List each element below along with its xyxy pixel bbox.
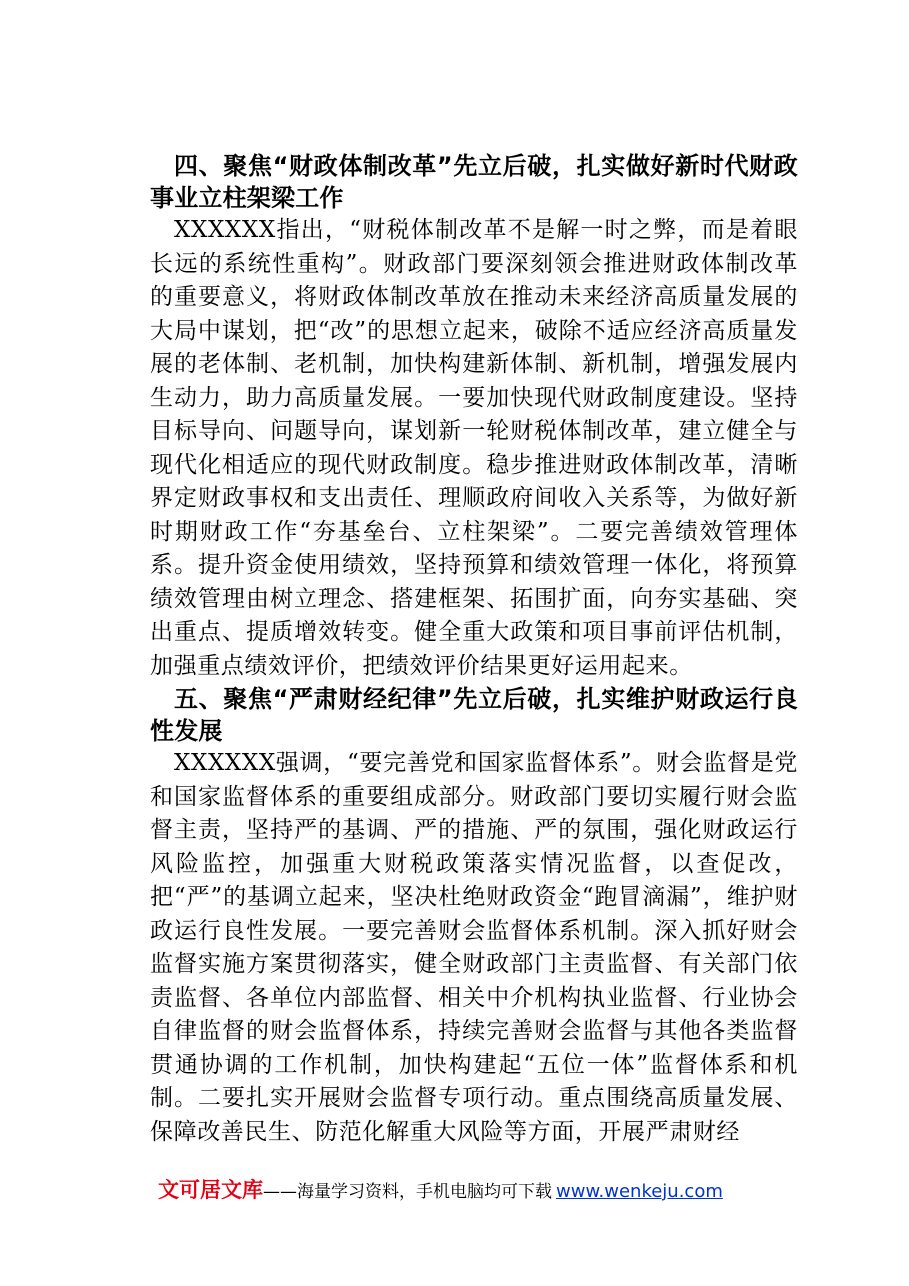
footer-link[interactable]: www.wenkeju.com — [556, 1181, 723, 1202]
footer-brand: 文可居文库 — [158, 1178, 263, 1202]
section-heading: 五、聚焦“严肃财经纪律”先立后破，扎实维护财政运行良性发展 — [150, 685, 798, 745]
footer-tagline: ——海量学习资料，手机电脑均可下载 — [263, 1182, 552, 1202]
section-heading: 四、聚焦“财政体制改革”先立后破，扎实做好新时代财政事业立柱架梁工作 — [150, 152, 798, 212]
document-page — [150, 150, 798, 1149]
section-paragraph: XXXXXX强调，“要完善党和国家监督体系”。财会监督是党和国家监督体系的重要组成部分。财政部门要切实履行财会监督主责，坚持严的基调、严的措施、严的氛围，强化财政运行风险监控，加强重大财税政策落实情况监督，以查促改，把“严”的基调立起来，坚决杜绝财政资金“跑冒滴漏”，维护财政运行良性发展。一要完善财会监督体系机制。深入抓好财会监督实施方案贯彻落实，健全财政部门主责监督、有关部门依责监督、各单位内部监督、相关中介机构执业监督、行业协会自律监督的财会监督体系，持续完善财会监督与其他各类监督贯通协调的工作机制，加快构建起“五位一体”监督体系和机制。二要扎实开展财会监督专项行动。重点围绕高质量发展、保障改善民生、防范化解重大风险等方面，开展严肃财经 — [150, 750, 798, 1145]
footer-banner — [158, 1178, 778, 1204]
section-paragraph: XXXXXX指出，“财税体制改革不是解一时之弊，而是着眼长远的系统性重构”。财政部门要深刻领会推进财政体制改革的重要意义，将财政体制改革放在推动未来经济高质量发展的大局中谋划，把“改”的思想立起来，破除不适应经济高质量发展的老体制、老机制，加快构建新体制、新机制，增强发展内生动力，助力高质量发展。一要加快现代财政制度建设。坚持目标导向、问题导向，谋划新一轮财税体制改革，建立健全与现代化相适应的现代财政制度。稳步推进财政体制改革，清晰界定财政事权和支出责任、理顺政府间收入关系等，为做好新时期财政工作“夯基垒台、立柱架梁”。二要完善绩效管理体系。提升资金使用绩效，坚持预算和绩效管理一体化，将预算绩效管理由树立理念、搭建框架、拓围扩面，向夯实基础、突出重点、提质增效转变。健全重大政策和项目事前评估机制，加强重点绩效评价，把绩效评价结果更好运用起来。 — [150, 217, 798, 679]
